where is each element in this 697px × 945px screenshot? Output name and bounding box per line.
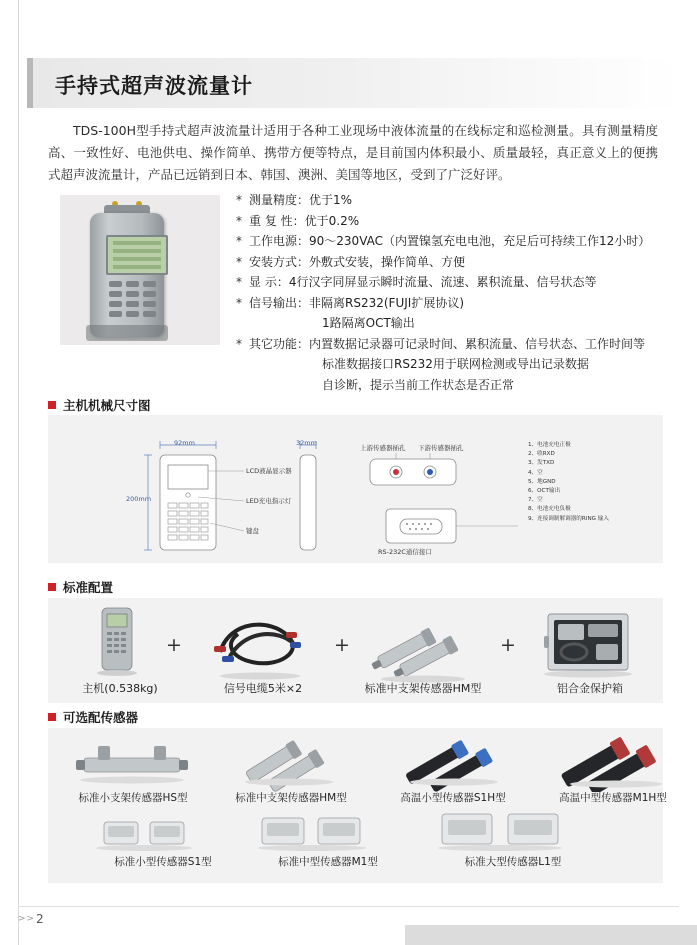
- config-caption: 信号电缆5米×2: [223, 682, 303, 695]
- callout-lcd: LCD液晶显示器: [246, 467, 292, 475]
- red-square-icon: [48, 713, 56, 721]
- section-header-standard-config: [48, 578, 663, 596]
- device-lcd-screen: [106, 235, 168, 275]
- spec-label: 安装方式：: [249, 254, 310, 269]
- pin-legend-item: 6、OCT输出: [528, 488, 561, 495]
- spec-value: 非隔离RS232(FUJI扩展协议): [309, 295, 465, 310]
- bullet-star-icon: *: [236, 213, 242, 228]
- pin-legend-item: 7、空: [528, 497, 543, 504]
- spec-item: [236, 293, 676, 314]
- pin-legend-item: 8、电池充电负极: [528, 506, 571, 513]
- label-upstream-jack: 上游传感器插孔: [360, 444, 406, 452]
- hm-sensor-image-2: [223, 734, 373, 792]
- standard-config-panel: [48, 598, 663, 703]
- bullet-star-icon: *: [236, 275, 242, 289]
- left-margin-rule: [18, 0, 19, 945]
- dimension-drawing-panel: [48, 415, 663, 563]
- pin-legend-item: 3、发TXD: [528, 460, 555, 467]
- sensor-caption: 高温小型传感器S1H型: [400, 792, 506, 804]
- page-title-band: [27, 58, 679, 108]
- spec-item: [236, 272, 676, 293]
- spec-continuation: 1路隔离OCT输出: [322, 316, 415, 330]
- sensor-caption: 标准小型传感器S1型: [114, 856, 212, 868]
- spec-label: 显 示：: [249, 275, 289, 289]
- sensor-caption: 标准大型传感器L1型: [464, 856, 562, 868]
- dim-height-label: 200mm: [126, 495, 152, 503]
- pin-legend-item: 1、电池充电正极: [528, 442, 571, 448]
- m1-sensor-image: [248, 808, 408, 852]
- plus-sign: +: [334, 634, 350, 656]
- dim-side-label: 32mm: [296, 439, 317, 447]
- footer-divider: [18, 906, 679, 907]
- pin-legend-item: 4、空: [528, 469, 543, 476]
- hs-sensor-image: [58, 736, 208, 794]
- spec-item: [236, 252, 676, 273]
- spec-label: 工作电源：: [249, 234, 310, 248]
- sensor-caption: 标准中型传感器M1型: [278, 856, 378, 868]
- device-body: [90, 213, 164, 337]
- l1-sensor-image: [428, 806, 598, 852]
- optional-sensors-panel: [48, 728, 667, 883]
- spec-continuation: 自诊断，提示当前工作状态是否正常: [322, 377, 515, 392]
- spec-label: 其它功能：: [249, 336, 310, 351]
- spec-item: [236, 334, 676, 355]
- spec-item: [236, 231, 676, 252]
- spec-value: 外敷式安装，操作简单、方便: [309, 254, 466, 269]
- specification-list: [236, 190, 676, 395]
- signal-cable-image: [208, 610, 318, 682]
- red-square-icon: [48, 583, 56, 591]
- footer-arrow-icon: >>: [18, 914, 36, 924]
- pin-legend: [528, 441, 609, 524]
- spec-label: 重 复 性：: [249, 213, 305, 228]
- label-rs232-port: RS-232C通信接口: [378, 548, 432, 556]
- spec-value: 内置数据记录器可记录时间、累积流量、信号状态、工作时间等: [309, 336, 646, 351]
- page-number: 2: [36, 912, 44, 926]
- spec-value: 4行汉字同屏显示瞬时流量、流速、累积流量、信号状态等: [288, 275, 597, 289]
- label-downstream-jack: 下游传感器插孔: [418, 444, 464, 452]
- s1-sensor-image: [88, 810, 238, 854]
- spec-continuation: 标准数据接口RS232用于联网检测或导出记录数据: [322, 357, 589, 371]
- page-title: 手持式超声波流量计: [55, 74, 253, 98]
- bullet-star-icon: *: [236, 336, 242, 351]
- footer-band: [405, 925, 697, 945]
- callout-keypad: 键盘: [246, 527, 259, 535]
- config-caption: 主机(0.538kg): [82, 682, 158, 695]
- config-caption: 标准中支架传感器HM型: [364, 682, 482, 695]
- spec-value: 优于1%: [309, 193, 353, 207]
- bullet-star-icon: *: [236, 193, 242, 207]
- section-title: 可选配传感器: [63, 710, 139, 725]
- hm-sensor-image: [368, 612, 478, 684]
- sensor-caption: 标准中支架传感器HM型: [235, 792, 347, 804]
- product-photo: [60, 195, 220, 345]
- spec-label: 信号输出：: [249, 295, 310, 310]
- device-keypad: [107, 279, 163, 323]
- main-unit-image: [80, 604, 150, 676]
- intro-paragraph: TDS-100H型手持式超声波流量计适用于各种工业现场中液体流量的在线标定和巡检测量。具有测量精度高、一致性好、电池供电、操作简单、携带方便等特点，是目前国内体积最小、质量最轻，真正意义上的便携式超声波流量计，产品已远销到日本、韩国、澳洲、美国等地区，受到了广泛好评。: [48, 123, 658, 182]
- plus-sign: +: [166, 634, 182, 656]
- section-header-optional-sensors: [48, 708, 663, 726]
- plus-sign: +: [500, 634, 516, 656]
- spec-value: 优于0.2%: [304, 213, 360, 228]
- spec-label: 测量精度：: [249, 193, 310, 207]
- sensor-caption: 高温中型传感器M1H型: [559, 792, 667, 804]
- config-caption: 铝合金保护箱: [557, 682, 623, 695]
- dim-width-label: 92mm: [174, 439, 195, 447]
- spec-value: 90～230VAC（内置镍氢充电电池，充足后可持续工作12小时）: [309, 234, 651, 248]
- section-header-dimensions: [48, 396, 663, 414]
- bullet-star-icon: *: [236, 254, 242, 269]
- aluminum-case-image: [534, 606, 644, 678]
- pin-legend-item: 2、收RXD: [528, 451, 555, 458]
- device-illustration: [82, 203, 174, 337]
- s1h-sensor-image: [388, 734, 538, 792]
- spec-item: [236, 190, 676, 211]
- m1h-sensor-image: [548, 734, 697, 792]
- title-accent-bar: [27, 58, 33, 108]
- bullet-star-icon: *: [236, 234, 242, 248]
- device-shadow: [86, 325, 168, 341]
- pin-legend-item: 9、连接调制解调器的RING 输入: [528, 515, 609, 522]
- callout-led: LED充电指示灯: [246, 497, 292, 505]
- section-title: 主机机械尺寸图: [63, 398, 151, 413]
- red-square-icon: [48, 401, 56, 409]
- spec-item: [236, 211, 676, 232]
- pin-legend-item: 5、地GND: [528, 478, 556, 485]
- bullet-star-icon: *: [236, 295, 242, 310]
- section-title: 标准配置: [63, 580, 114, 595]
- sensor-caption: 标准小支架传感器HS型: [78, 792, 188, 804]
